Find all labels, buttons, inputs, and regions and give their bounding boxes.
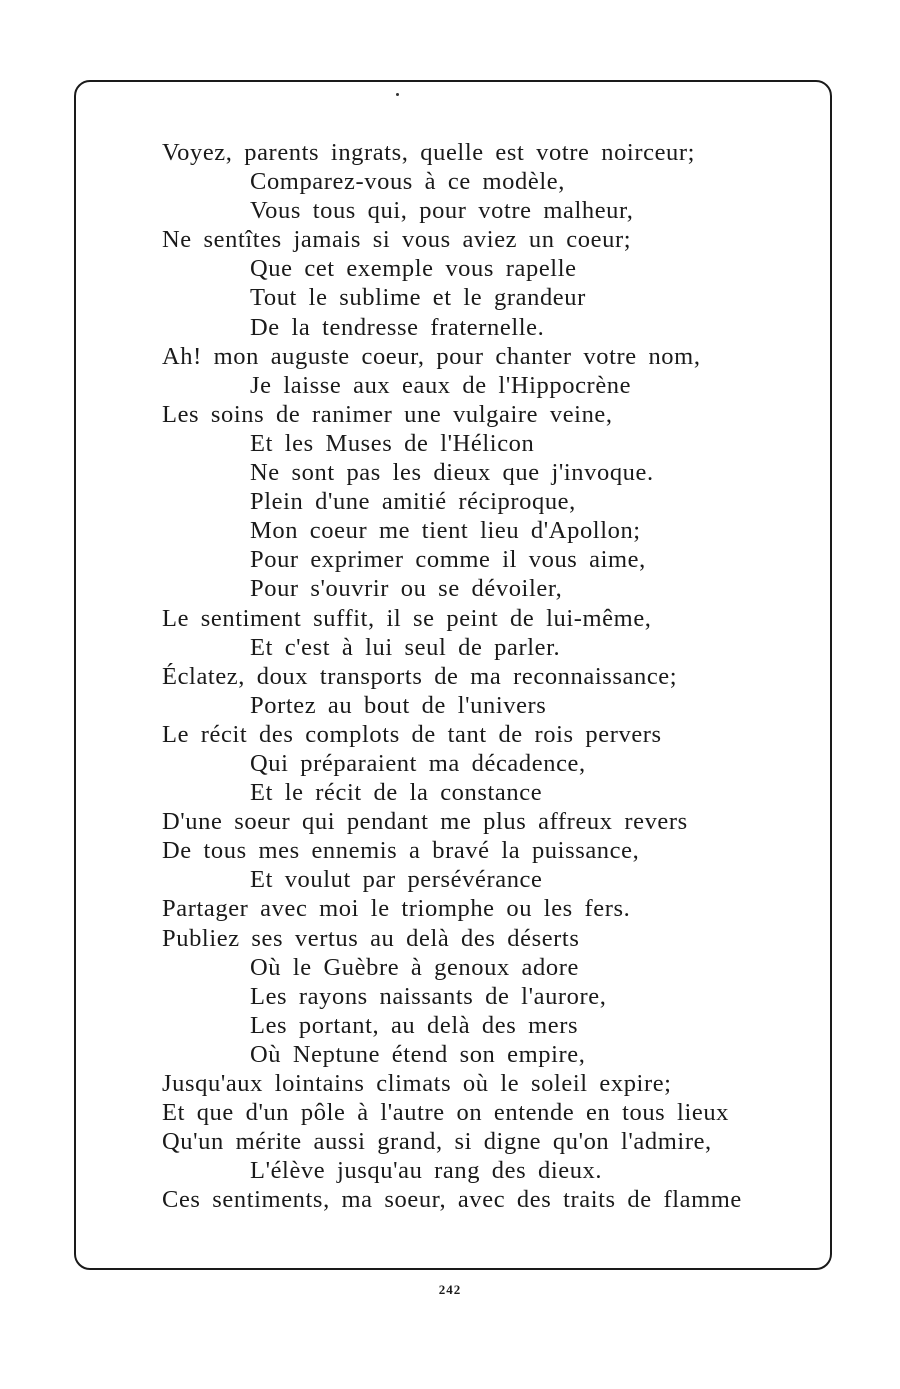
poem-line: Ne sont pas les dieux que j'invoque. <box>250 459 654 487</box>
poem-line: Plein d'une amitié réciproque, <box>250 488 576 516</box>
frame-ornament-dot <box>396 93 399 96</box>
poem-line: Partager avec moi le triomphe ou les fers. <box>162 895 631 923</box>
poem-line: Où le Guèbre à genoux adore <box>250 953 579 981</box>
poem-line: De tous mes ennemis a bravé la puissance, <box>162 837 640 865</box>
poem-line: Où Neptune étend son empire, <box>250 1040 586 1068</box>
poem-line: Et c'est à lui seul de parler. <box>250 633 561 661</box>
poem-line: Que cet exemple vous rapelle <box>250 255 577 283</box>
poem-line: Pour s'ouvrir ou se dévoiler, <box>250 575 563 603</box>
page-number: 242 <box>438 1282 462 1297</box>
poem-line: Les rayons naissants de l'aurore, <box>250 982 607 1010</box>
poem-line: Les soins de ranimer une vulgaire veine, <box>162 400 613 428</box>
poem-line: L'élève jusqu'au rang des dieux. <box>250 1157 603 1185</box>
poem-line: Et que d'un pôle à l'autre on entende en tous lieux <box>162 1099 730 1127</box>
poem-line: Portez au bout de l'univers <box>250 691 547 719</box>
poem-text <box>162 138 802 1214</box>
poem-line: De la tendresse fraternelle. <box>250 313 545 341</box>
poem-line: Ces sentiments, ma soeur, avec des traits de flamme <box>162 1186 742 1214</box>
poem-line: Ah! mon auguste coeur, pour chanter votre nom, <box>162 342 701 370</box>
poem-line: Qui préparaient ma décadence, <box>250 749 586 777</box>
poem-line: D'une soeur qui pendant me plus affreux revers <box>162 808 688 836</box>
poem-line: Les portant, au delà des mers <box>250 1011 579 1039</box>
poem-line: Le sentiment suffit, il se peint de lui-même, <box>162 604 652 632</box>
poem-line: Comparez-vous à ce modèle, <box>250 168 565 196</box>
poem-line: Voyez, parents ingrats, quelle est votre noirceur; <box>162 139 696 166</box>
poem-line: Et le récit de la constance <box>250 779 543 807</box>
poem-line: Tout le sublime et le grandeur <box>250 284 586 312</box>
poem-line: Et voulut par persévérance <box>250 866 543 894</box>
poem-line: Ne sentîtes jamais si vous aviez un coeur; <box>162 226 632 254</box>
poem-line: Éclatez, doux transports de ma reconnaissance; <box>162 662 678 690</box>
poem-line: Et les Muses de l'Hélicon <box>250 429 535 457</box>
poem-line: Qu'un mérite aussi grand, si digne qu'on l'admire, <box>162 1128 712 1156</box>
poem-line: Mon coeur me tient lieu d'Apollon; <box>250 517 641 545</box>
poem-line: Vous tous qui, pour votre malheur, <box>250 197 634 225</box>
poem-line: Le récit des complots de tant de rois pervers <box>162 720 662 748</box>
poem-line: Pour exprimer comme il vous aime, <box>250 546 646 574</box>
poem-line: Publiez ses vertus au delà des déserts <box>162 924 580 952</box>
poem-line: Je laisse aux eaux de l'Hippocrène <box>250 371 632 399</box>
poem-line: Jusqu'aux lointains climats où le soleil expire; <box>162 1070 672 1097</box>
